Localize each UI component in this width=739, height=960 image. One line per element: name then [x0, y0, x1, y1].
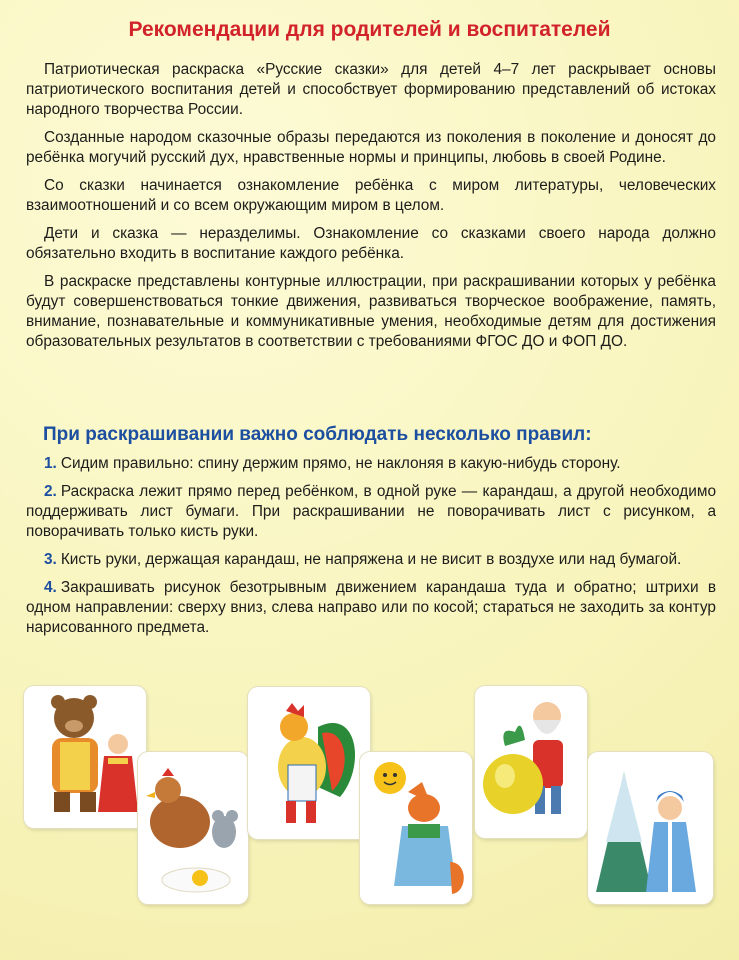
- rule-number: 3.: [44, 551, 57, 568]
- rule-text: Сидим правильно: спину держим прямо, не наклоняя в какую-нибудь сторону.: [60, 455, 621, 472]
- kolobok-and-fox-illustration: [360, 752, 472, 904]
- hen-and-mouse-picture: [138, 752, 248, 904]
- rooster-illustration: [248, 687, 370, 839]
- snow-maiden-picture: [588, 752, 713, 904]
- intro-paragraph: В раскраске представлены контурные иллюстрации, при раскрашивании которых у ребёнка будут совершенствоваться тонкие движения, развиваться творческое воображение, память, внимание, познавательные и коммуникативные умения, необходимые детям для достижения образовательных результатов в соответствии с требованиями ФГОС ДО и ФОП ДО.: [26, 273, 716, 350]
- rule-item: [26, 550, 716, 570]
- page-title: Рекомендации для родителей и воспитателей: [128, 18, 611, 41]
- hen-and-mouse-illustration: [138, 752, 248, 904]
- rooster-picture: [248, 687, 370, 839]
- intro-paragraph: Дети и сказка — неразделимы. Ознакомление со сказками своего народа должно обязательно входить в воспитание каждого ребёнка.: [26, 225, 716, 262]
- rule-text: Раскраска лежит прямо перед ребёнком, в одной руке — карандаш, а другой необходимо поддерживать лист бумаги. При раскрашивании не поворачивать лист с рисунком, а поворачивать только кисть руки.: [26, 483, 716, 540]
- grandpa-and-turnip-picture: [475, 686, 587, 838]
- rule-item: [26, 454, 716, 474]
- rule-text: Кисть руки, держащая карандаш, не напряжена и не висит в воздухе или над бумагой.: [60, 551, 682, 568]
- intro-paragraph: Созданные народом сказочные образы передаются из поколения в поколение и доносят до ребёнка могучий русский дух, нравственные нормы и принципы, любовь в своей Родине.: [26, 129, 716, 166]
- snow-maiden-illustration: [588, 752, 713, 904]
- rule-text: Закрашивать рисунок безотрывным движением карандаша туда и обратно; штрихи в одном направлении: сверху вниз, слева направо или по косой; стараться не заходить за контур нарисованного предмета.: [26, 579, 716, 636]
- rule-item: [26, 482, 716, 542]
- bear-and-girl-illustration: [24, 686, 146, 828]
- intro-text: [26, 60, 716, 360]
- rule-item: [26, 578, 716, 638]
- intro-paragraph: Патриотическая раскраска «Русские сказки» для детей 4–7 лет раскрывает основы патриотического воспитания детей и способствует формированию представлений об истоках народного творчества России.: [26, 61, 716, 118]
- kolobok-and-fox-picture: [360, 752, 472, 904]
- intro-paragraph: Со сказки начинается ознакомление ребёнка с миром литературы, человеческих взаимоотношений и со всем окружающим миром в целом.: [26, 177, 716, 214]
- grandpa-and-turnip-illustration: [475, 686, 587, 838]
- rule-number: 1.: [44, 455, 57, 472]
- rule-number: 2.: [44, 483, 57, 500]
- rules-list: [26, 454, 716, 646]
- bear-and-girl-picture: [24, 686, 146, 828]
- rules-heading: При раскрашивании важно соблюдать несколько правил:: [43, 424, 592, 445]
- rule-number: 4.: [44, 579, 57, 596]
